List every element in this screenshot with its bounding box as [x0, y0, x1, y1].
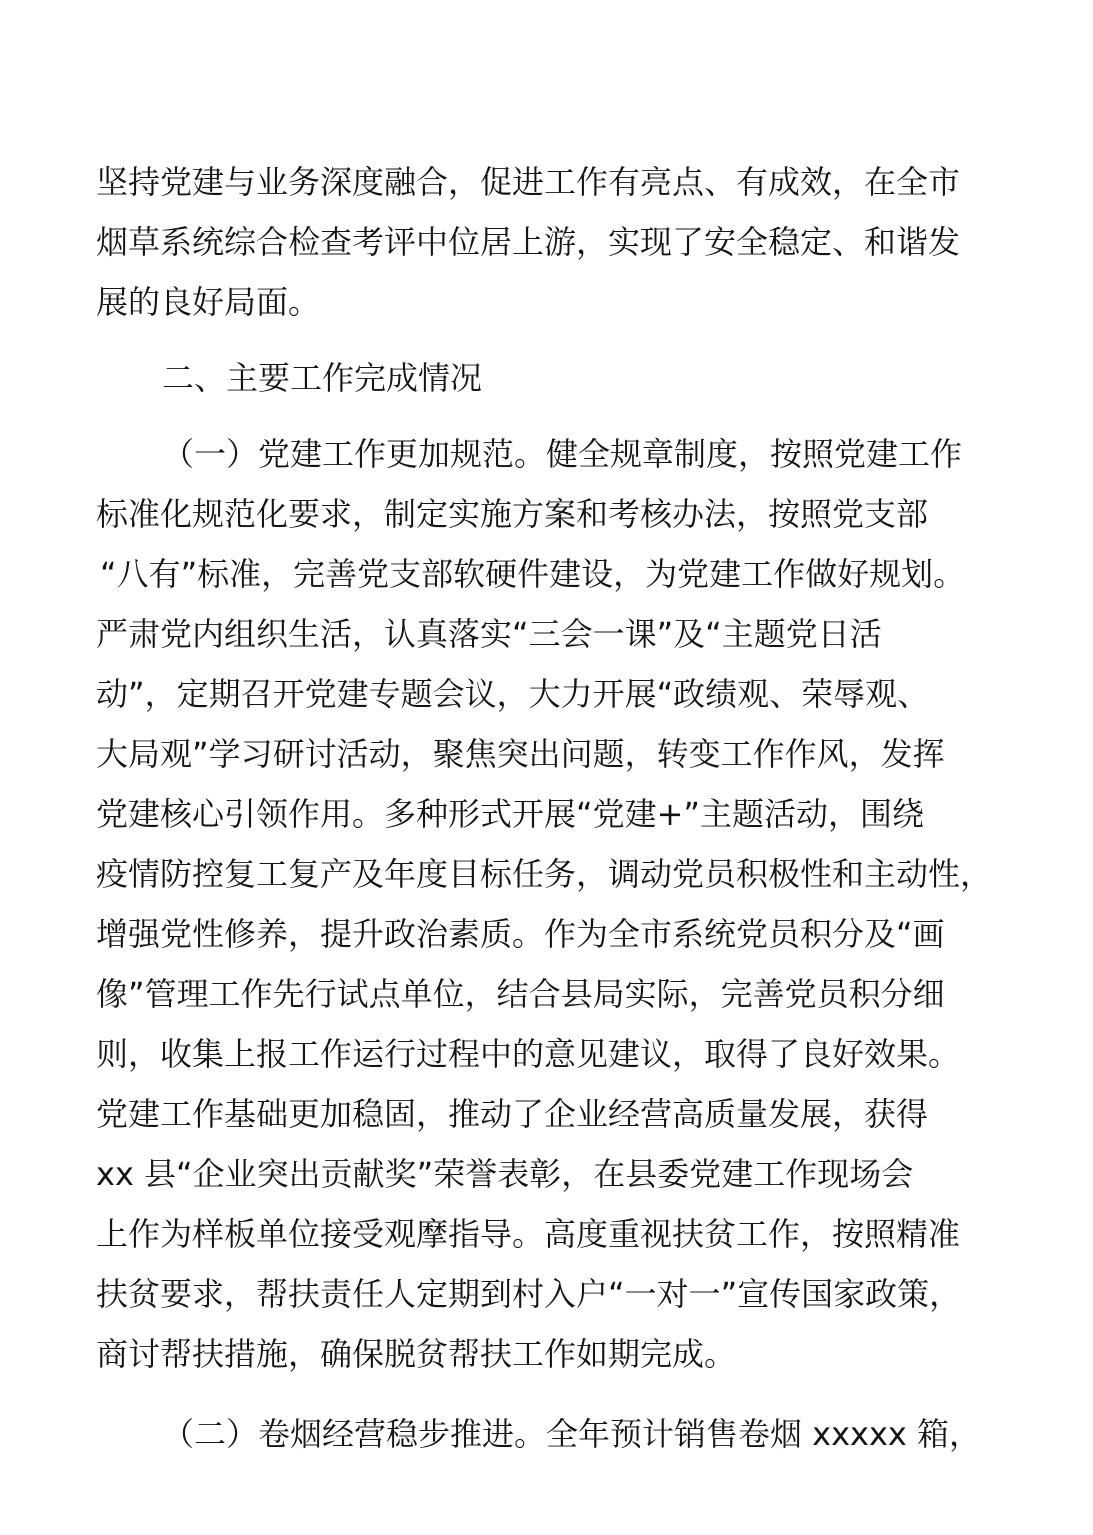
text-line: 像”管理工作先行试点单位，结合县局实际，完善党员积分细 [96, 975, 945, 1013]
text-line: xx 县“企业突出贡献奖”荣誉表彰，在县委党建工作现场会 [96, 1155, 914, 1193]
text-line: 疫情防控复工复产及年度目标任务，调动党员积极性和主动性， [96, 855, 993, 893]
text-line: 党建工作基础更加稳固，推动了企业经营高质量发展，获得 [96, 1095, 929, 1133]
text-line: 党建核心引领作用。多种形式开展“党建+”主题活动，围绕 [96, 795, 924, 833]
text-line: 烟草系统综合检查考评中位居上游，实现了安全稳定、和谐发 [96, 223, 961, 261]
text-line: 标准化规范化要求，制定实施方案和考核办法，按照党支部 [96, 495, 929, 533]
text-line: 扶贫要求，帮扶责任人定期到村入户“一对一”宣传国家政策， [96, 1275, 962, 1313]
subsection-heading-line: （一）党建工作更加规范。健全规章制度，按照党建工作 [162, 435, 963, 473]
text-line: 则，收集上报工作运行过程中的意见建议，取得了良好效果。 [96, 1035, 961, 1073]
text-line: 增强党性修养，提升政治素质。作为全市系统党员积分及“画 [96, 915, 945, 953]
section-heading: 二、主要工作完成情况 [162, 359, 483, 397]
text-line: 动”，定期召开党建专题会议，大力开展“政绩观、荣辱观、 [96, 675, 930, 713]
text-line: 坚持党建与业务深度融合，促进工作有亮点、有成效，在全市 [96, 163, 961, 201]
text-line: 上作为样板单位接受观摩指导。高度重视扶贫工作，按照精准 [96, 1215, 961, 1253]
subsection-heading-line: （二）卷烟经营稳步推进。全年预计销售卷烟 xxxxx 箱， [162, 1415, 982, 1453]
text-line: 展的良好局面。 [96, 283, 321, 321]
text-line: “八有”标准，完善党支部软硬件建设，为党建工作做好规划。 [100, 555, 966, 593]
text-line: 商讨帮扶措施，确保脱贫帮扶工作如期完成。 [96, 1335, 737, 1373]
text-line: 严肃党内组织生活，认真落实“三会一课”及“主题党日活 [96, 615, 882, 653]
text-line: 大局观”学习研讨活动，聚焦突出问题，转变工作作风，发挥 [96, 735, 945, 773]
